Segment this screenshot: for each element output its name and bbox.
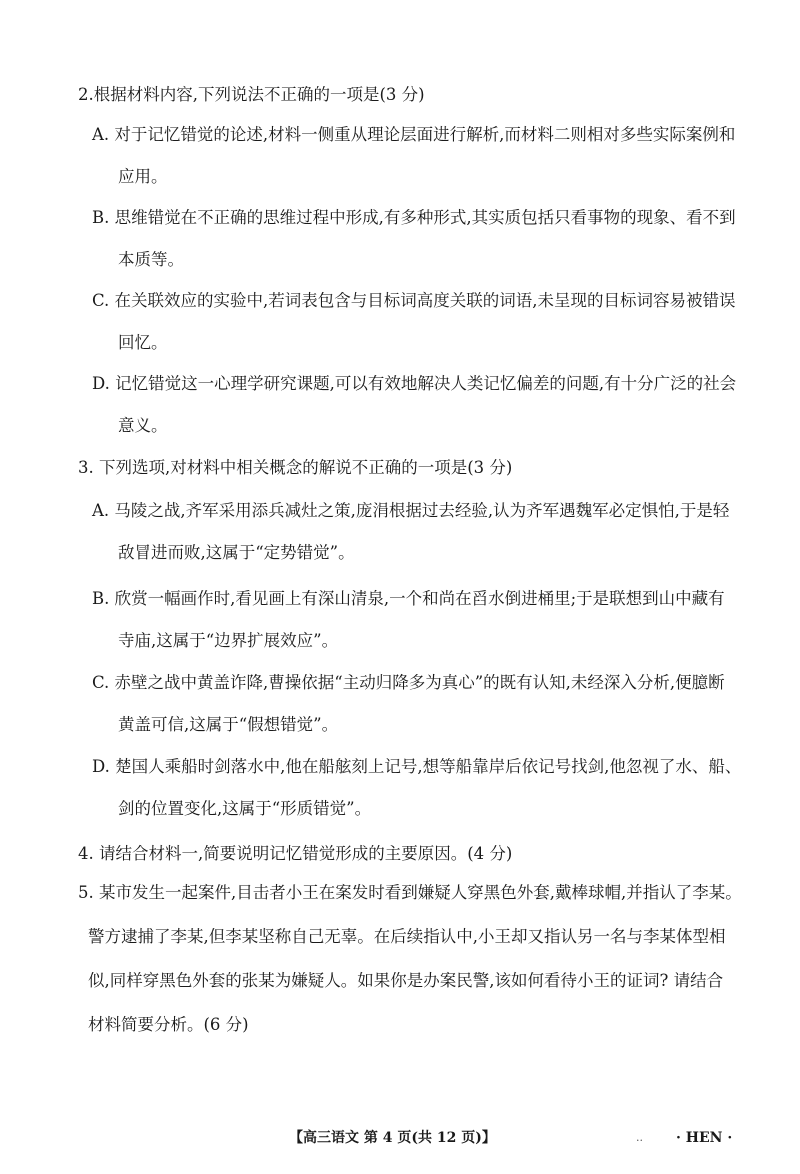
question-3-option-c: C. 赤壁之战中黄盖诈降,曹操依据“主动归降多为真心”的既有认知,未经深入分析,便臆断	[92, 673, 725, 692]
question-5-line-1: 5. 某市发生一起案件,目击者小王在案发时看到嫌疑人穿黑色外套,戴棒球帽,并指认了李某。	[78, 883, 742, 902]
question-2-option-c: C. 在关联效应的实验中,若词表包含与目标词高度关联的词语,未呈现的目标词容易被错误	[92, 291, 736, 310]
exam-code: · HEN ·	[676, 1130, 733, 1146]
question-3-stem: 3. 下列选项,对材料中相关概念的解说不正确的一项是(3 分)	[78, 458, 513, 477]
question-2-option-d-cont: 意义。	[118, 416, 168, 435]
scan-mark: ..	[636, 1131, 643, 1144]
question-2-option-a: A. 对于记忆错觉的论述,材料一侧重从理论层面进行解析,而材料二则相对多些实际案例和	[92, 125, 736, 144]
question-3-option-d: D. 楚国人乘船时剑落水中,他在船舷刻上记号,想等船靠岸后依记号找剑,他忽视了水、船、	[92, 757, 742, 776]
question-5-line-4: 材料简要分析。(6 分)	[88, 1015, 249, 1034]
question-2-option-a-cont: 应用。	[118, 167, 168, 186]
question-5-line-3: 似,同样穿黑色外套的张某为嫌疑人。如果你是办案民警,该如何看待小王的证词? 请结合	[88, 971, 724, 990]
question-5-line-2: 警方逮捕了李某,但李某坚称自己无辜。在后续指认中,小王却又指认另一名与李某体型相	[88, 927, 726, 946]
question-3-option-d-cont: 剑的位置变化,这属于“形质错觉”。	[118, 799, 372, 818]
question-2-option-c-cont: 回忆。	[118, 333, 168, 352]
question-3-option-a: A. 马陵之战,齐军采用添兵减灶之策,庞涓根据过去经验,认为齐军遇魏军必定惧怕,于是轻	[92, 501, 730, 520]
question-2-option-d: D. 记忆错觉这一心理学研究课题,可以有效地解决人类记忆偏差的问题,有十分广泛的社会	[92, 374, 737, 393]
question-3-option-b: B. 欣赏一幅画作时,看见画上有深山清泉,一个和尚在舀水倒进桶里;于是联想到山中藏有	[92, 589, 725, 608]
page-number-label: 【高三语文 第 4 页(共 12 页)】	[289, 1130, 496, 1146]
question-3-option-a-cont: 敌冒进而败,这属于“定势错觉”。	[118, 543, 355, 562]
question-2-option-b: B. 思维错觉在不正确的思维过程中形成,有多种形式,其实质包括只看事物的现象、看不到	[92, 208, 736, 227]
question-3-option-b-cont: 寺庙,这属于“边界扩展效应”。	[118, 631, 339, 650]
question-4-stem: 4. 请结合材料一,简要说明记忆错觉形成的主要原因。(4 分)	[78, 844, 513, 863]
question-2-stem: 2.根据材料内容,下列说法不正确的一项是(3 分)	[78, 85, 425, 104]
question-3-option-c-cont: 黄盖可信,这属于“假想错觉”。	[118, 715, 339, 734]
question-2-option-b-cont: 本质等。	[118, 250, 184, 269]
